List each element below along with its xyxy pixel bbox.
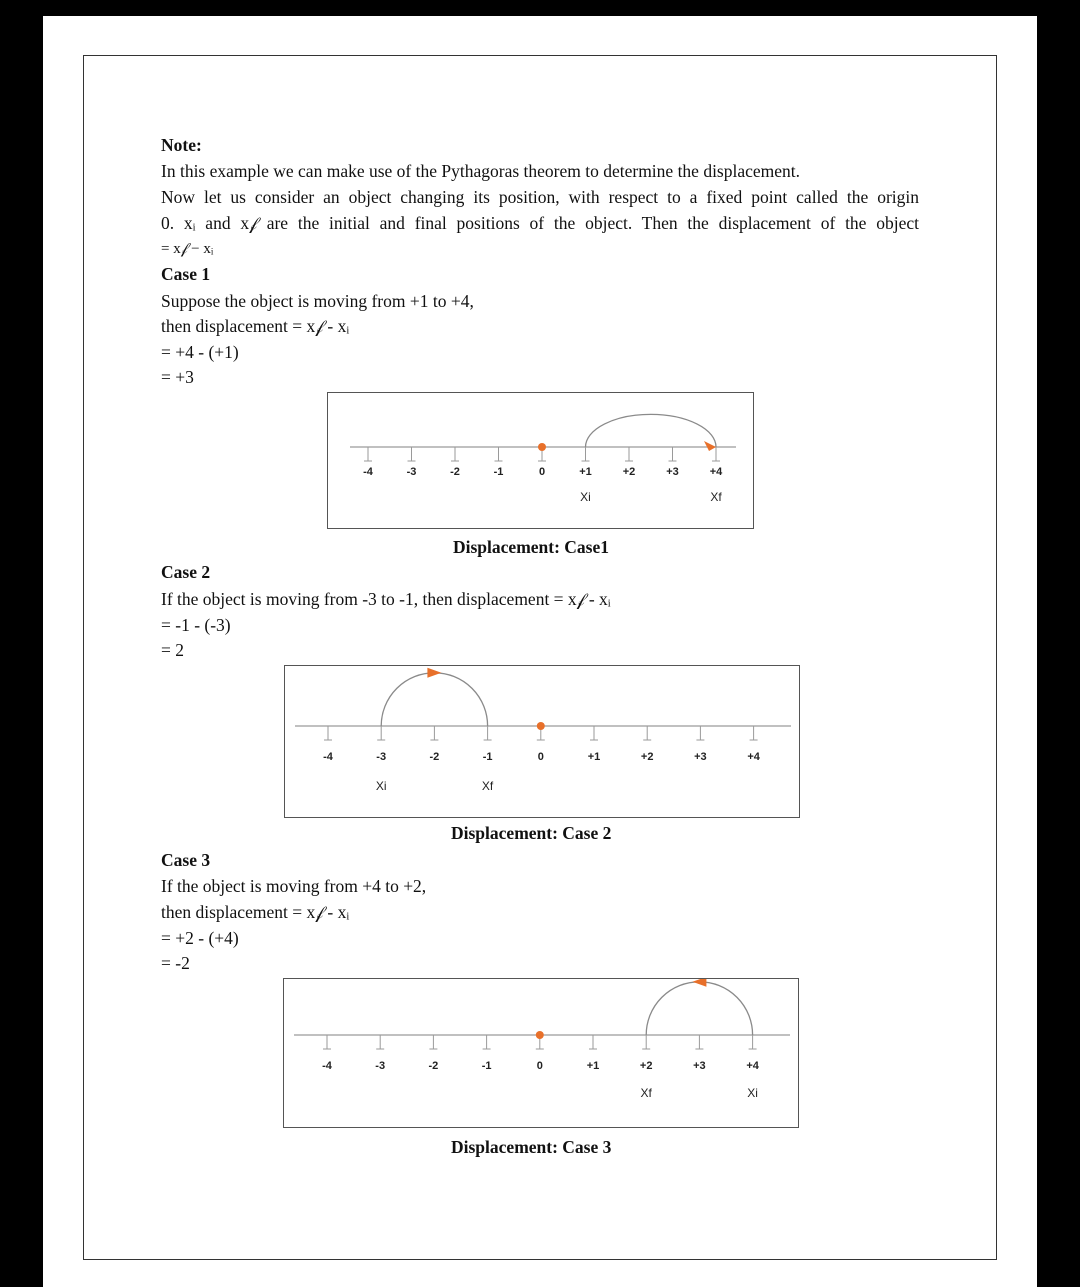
case2-line-2: = -1 - (-3) (161, 615, 231, 635)
case2-tick-label: +4 (747, 751, 760, 763)
note-line-1: In this example we can make use of the Pythagoras theorem to determine the displacement. (161, 161, 801, 181)
case3-tick-label: +4 (746, 1060, 759, 1072)
case2-tick-label: -4 (323, 751, 333, 763)
case3-tick-label: -4 (322, 1060, 332, 1072)
case3-number-line (284, 979, 800, 1129)
case1-tick-label: +4 (709, 466, 723, 478)
case1-origin-dot (538, 443, 546, 451)
case1-tick-label: -3 (406, 466, 417, 478)
case3-xi-label: Xi (747, 1086, 758, 1100)
case3-line-4: = -2 (161, 953, 190, 973)
case3-origin-dot (536, 1031, 544, 1039)
case2-tick-label: 0 (537, 751, 544, 763)
case1-line-3: = +4 - (+1) (161, 342, 239, 362)
case2-line-3: = 2 (161, 640, 184, 660)
case2-line-1: If the object is moving from -3 to -1, then displacement = x𝒻 - xᵢ (161, 589, 611, 609)
note-line-4: = x𝒻 − xᵢ (161, 241, 214, 257)
case3-tick-label: +2 (639, 1060, 653, 1072)
case1-line-4: = +3 (161, 367, 194, 387)
case2-xf-label: Xf (481, 779, 494, 793)
case3-direction-arrow (692, 979, 706, 987)
case2-direction-arrow (427, 668, 441, 678)
case1-tick-label: +2 (622, 466, 636, 478)
case3-xf-label: Xf (640, 1086, 652, 1100)
case2-number-line (285, 666, 801, 819)
case2-motion-arc (381, 673, 487, 726)
case3-tick-label: -2 (428, 1060, 439, 1072)
case1-caption: Displacement: Case1 (453, 537, 610, 557)
note-line-3: 0. xᵢ and x𝒻 are the initial and final positions of the object. Then the displacement of the object (161, 213, 919, 233)
case1-tick-label: -2 (450, 466, 460, 478)
note-heading: Note: (161, 135, 202, 155)
case1-tick-label: +1 (579, 466, 592, 478)
case1-tick-label: -1 (493, 466, 504, 478)
case3-tick-label: -1 (481, 1060, 492, 1072)
note-line-2: Now let us consider an object changing its position, with respect to a fixed point called the origin (161, 187, 919, 207)
case1-tick-label: 0 (538, 466, 546, 478)
case2-caption: Displacement: Case 2 (451, 823, 612, 843)
case2-tick-label: +2 (640, 751, 654, 763)
case2-tick-label: +3 (694, 751, 707, 763)
case1-xi-label: Xi (580, 490, 591, 504)
case1-line-2: then displacement = x𝒻 - xᵢ (161, 316, 350, 336)
case1-number-line (328, 393, 755, 530)
case3-tick-label: -3 (375, 1060, 386, 1072)
case2-xi-label: Xi (375, 779, 387, 793)
case2-tick-label: -2 (429, 751, 440, 763)
case1-xf-label: Xf (710, 490, 722, 504)
case2-figure (284, 665, 800, 818)
case3-tick-label: +3 (693, 1060, 706, 1072)
case1-line-1: Suppose the object is moving from +1 to +4, (161, 291, 474, 311)
case1-motion-arc (586, 414, 717, 447)
case2-origin-dot (537, 722, 545, 730)
case1-direction-arrow (704, 441, 716, 451)
case1-tick-label: -4 (363, 466, 373, 478)
case3-line-2: then displacement = x𝒻 - xᵢ (161, 902, 350, 922)
case1-tick-label: +3 (666, 466, 679, 478)
case3-motion-arc (646, 982, 752, 1035)
case2-tick-label: -3 (376, 751, 387, 763)
case2-tick-label: -1 (482, 751, 493, 763)
case3-line-1: If the object is moving from +4 to +2, (161, 876, 427, 896)
case3-tick-label: +1 (586, 1060, 600, 1072)
case3-line-3: = +2 - (+4) (161, 928, 239, 948)
case3-caption: Displacement: Case 3 (451, 1137, 612, 1157)
case2-tick-label: +1 (587, 751, 601, 763)
case1-heading: Case 1 (161, 264, 211, 284)
case3-figure (283, 978, 799, 1128)
case3-heading: Case 3 (161, 850, 211, 870)
case3-tick-label: 0 (536, 1060, 543, 1072)
case1-figure (327, 392, 754, 529)
case2-heading: Case 2 (161, 562, 211, 582)
